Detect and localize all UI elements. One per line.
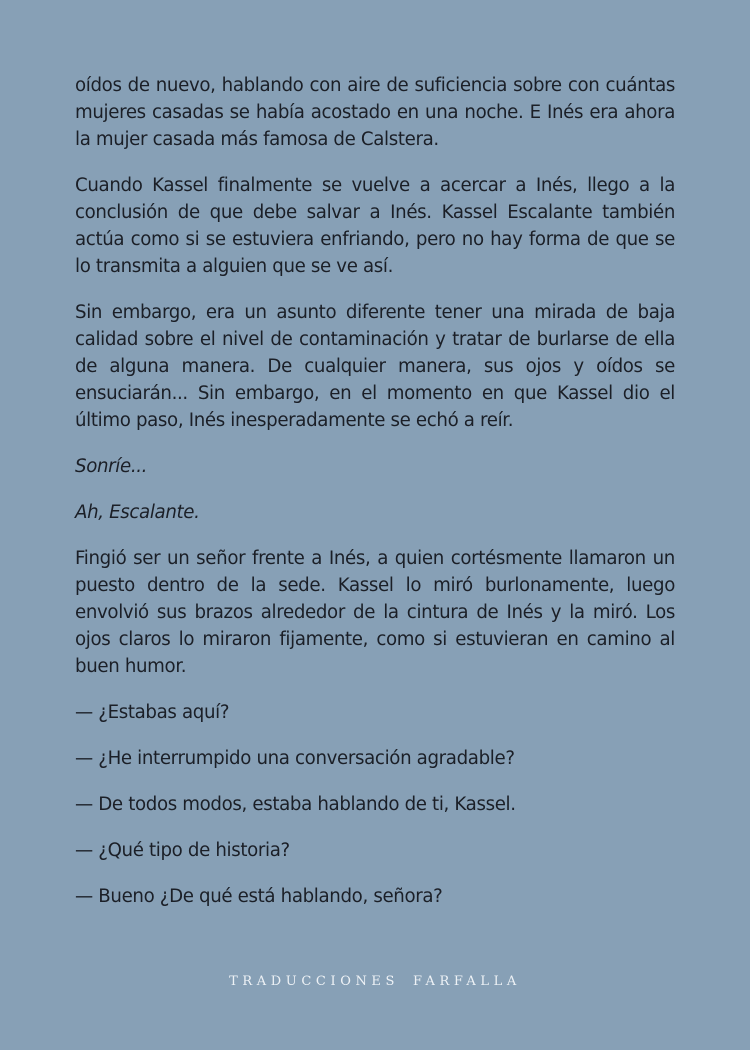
italic-thought: Sonríe... bbox=[75, 456, 148, 477]
dialogue-line: — Bueno ¿De qué está hablando, señora? bbox=[75, 886, 443, 907]
translator-credit-footer bbox=[0, 974, 750, 989]
paragraph: oídos de nuevo, hablando con aire de suficiencia sobre con cuántas mujeres casadas se había acostado en una noche. E Inés era ahora la mujer casada más famosa de Calstera. bbox=[75, 75, 675, 150]
page-body bbox=[75, 72, 675, 929]
dialogue-line: — ¿Estabas aquí? bbox=[75, 702, 230, 723]
footer-word-farfalla: FARFALLA bbox=[413, 974, 521, 989]
dialogue-line: — ¿He interrumpido una conversación agradable? bbox=[75, 748, 515, 769]
footer-word-traducciones: TRADUCCIONES bbox=[229, 974, 400, 989]
paragraph: Fingió ser un señor frente a Inés, a quien cortésmente llamaron un puesto dentro de la sede. Kassel lo miró burlonamente, luego envolvió sus brazos alrededor de la cintura de Inés y la miró. Los ojos claros lo miraron fijamente, como si estuvieran en camino al buen humor. bbox=[75, 548, 675, 677]
dialogue-line: — De todos modos, estaba hablando de ti, Kassel. bbox=[75, 794, 516, 815]
paragraph: Sin embargo, era un asunto diferente tener una mirada de baja calidad sobre el nivel de contaminación y tratar de burlarse de ella de alguna manera. De cualquier manera, sus ojos y oídos se ensuciarán... Sin embargo, en el momento en que Kassel dio el último paso, Inés inesperadamente se echó a reír. bbox=[75, 302, 675, 431]
paragraph: Cuando Kassel finalmente se vuelve a acercar a Inés, llego a la conclusión de que debe salvar a Inés. Kassel Escalante también actúa como si se estuviera enfriando, pero no hay forma de que se lo transmita a alguien que se ve así. bbox=[75, 175, 675, 277]
dialogue-line: — ¿Qué tipo de historia? bbox=[75, 840, 290, 861]
italic-thought: Ah, Escalante. bbox=[75, 502, 200, 523]
